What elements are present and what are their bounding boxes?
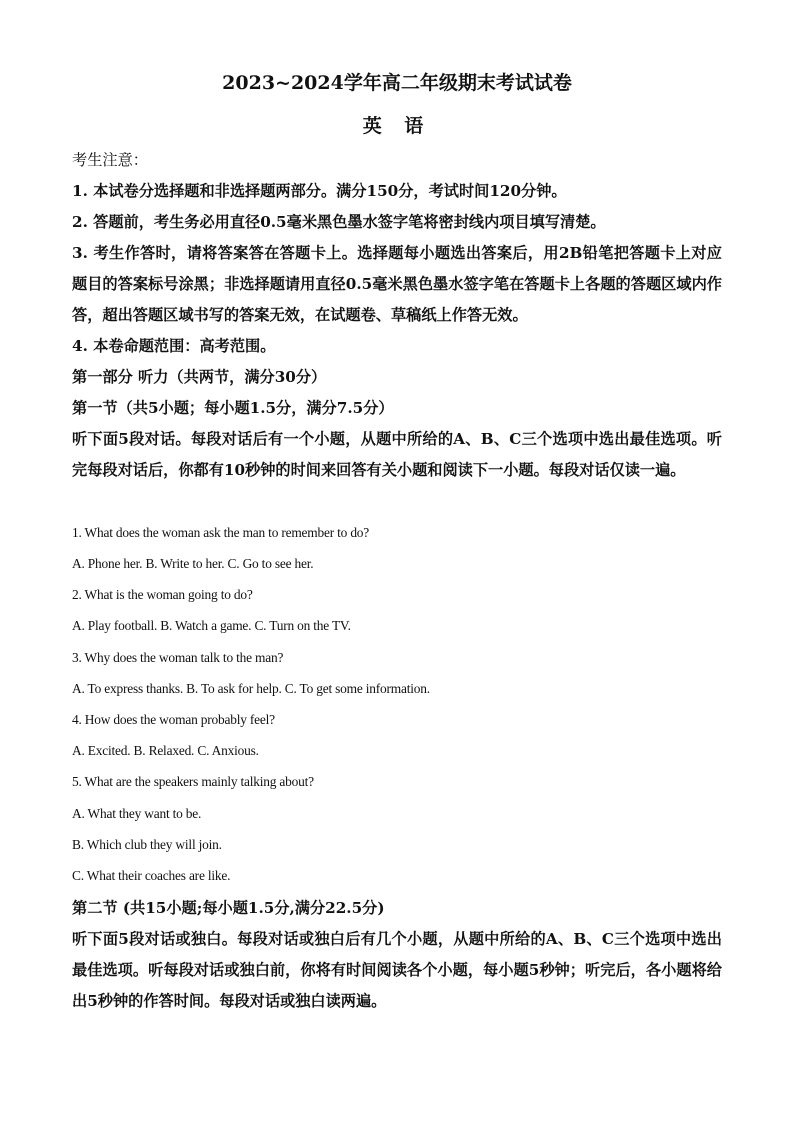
- question-3: 3. Why does the woman talk to the man?: [72, 650, 284, 665]
- section2-heading: 第二节 (共15小题;每小题1.5分,满分22.5分): [72, 899, 385, 917]
- question-4-options: A. Excited. B. Relaxed. C. Anxious.: [72, 743, 259, 758]
- question-4: 4. How does the woman probably feel?: [72, 712, 275, 727]
- section1-instructions: 听下面5段对话。每段对话后有一个小题，从题中所给的A、B、C三个选项中选出最佳选项。听完每段对话后，你都有10秒钟的时间来回答有关小题和阅读下一小题。每段对话仅读一遍。: [72, 430, 722, 479]
- question-5-option-c: C. What their coaches are like.: [72, 868, 231, 883]
- notice-item-4: 4. 本卷命题范围：高考范围。: [72, 337, 276, 355]
- part1-heading: 第一部分 听力（共两节，满分30分）: [72, 368, 327, 386]
- section1-heading: 第一节（共5小题；每小题1.5分，满分7.5分）: [72, 399, 394, 417]
- question-2-options: A. Play football. B. Watch a game. C. Turn on the TV.: [72, 618, 351, 633]
- question-1: 1. What does the woman ask the man to remember to do?: [72, 525, 370, 540]
- notice-heading: 考生注意：: [72, 151, 148, 169]
- notice-item-1: 1. 本试卷分选择题和非选择题两部分。满分150分，考试时间120分钟。: [72, 182, 567, 200]
- question-1-options: A. Phone her. B. Write to her. C. Go to see her.: [72, 556, 314, 571]
- question-5: 5. What are the speakers mainly talking about?: [72, 774, 314, 789]
- exam-title: 2023~2024学年高二年级期末考试试卷: [222, 72, 572, 94]
- question-2: 2. What is the woman going to do?: [72, 587, 253, 602]
- section2-instructions: 听下面5段对话或独白。每段对话或独白后有几个小题，从题中所给的A、B、C三个选项中选出最佳选项。听每段对话或独白前，你将有时间阅读各个小题，每小题5秒钟；听完后，各小题将给出5秒钟的作答时间。每段对话或独白读两遍。: [72, 930, 722, 1010]
- question-5-option-b: B. Which club they will join.: [72, 837, 222, 852]
- notice-item-2: 2. 答题前，考生务必用直径0.5毫米黑色墨水签字笔将密封线内项目填写清楚。: [72, 213, 606, 231]
- notice-item-3: 3. 考生作答时，请将答案答在答题卡上。选择题每小题选出答案后，用2B铅笔把答题卡上对应题目的答案标号涂黑；非选择题请用直径0.5毫米黑色墨水签字笔在答题卡上各题的答题区域内作答，超出答题区域书写的答案无效，在试题卷、草稿纸上作答无效。: [72, 244, 722, 324]
- question-3-options: A. To express thanks. B. To ask for help. C. To get some information.: [72, 681, 430, 696]
- question-5-option-a: A. What they want to be.: [72, 806, 202, 821]
- subject-title: 英 语: [362, 115, 432, 137]
